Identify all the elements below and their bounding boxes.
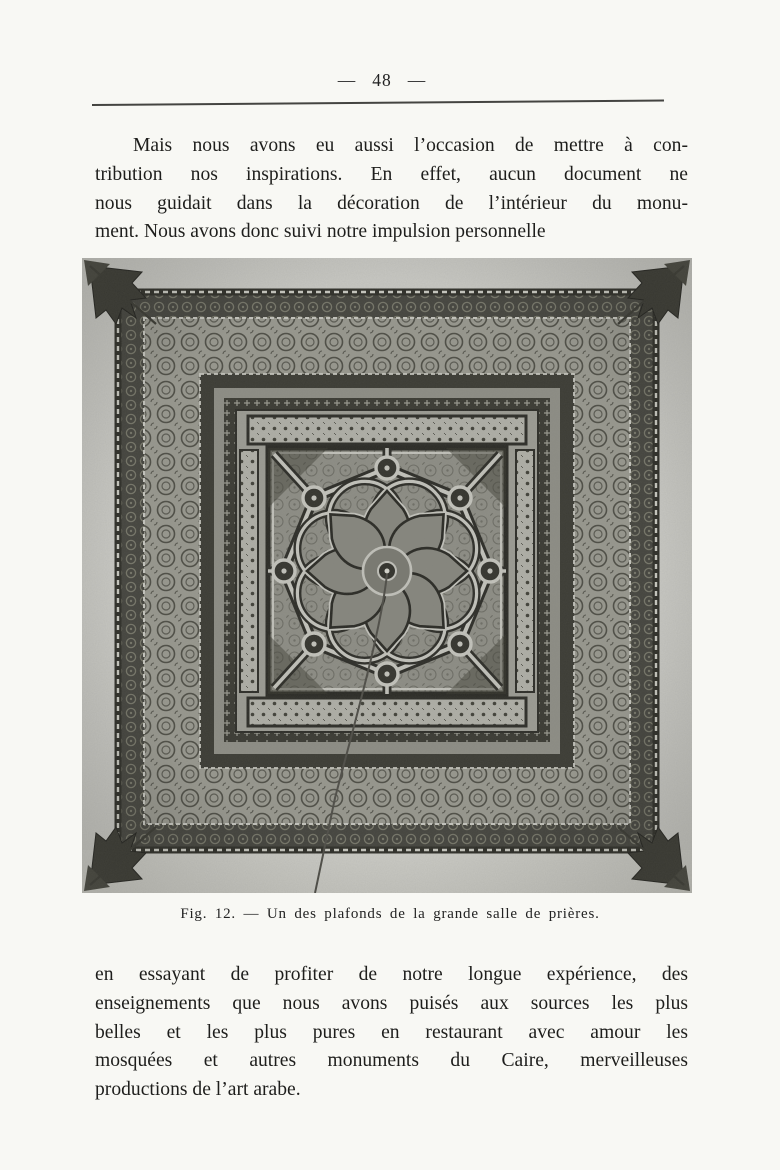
ceiling-photo: [82, 258, 692, 893]
page-header: [0, 70, 764, 91]
paragraph-1: [95, 132, 688, 247]
header-dash-right: —: [407, 70, 427, 90]
figure: [82, 258, 692, 893]
header-rule: [92, 100, 664, 106]
text-line: ment. Nous avons donc suivi notre impulsion personnelle: [95, 221, 546, 243]
text-line: enseignements que nous avons puisés aux sources les plus: [95, 992, 688, 1014]
paragraph-2: [95, 961, 688, 1105]
text-line: belles et les plus pures en restaurant avec amour les: [95, 1021, 688, 1043]
text-line: nous guidait dans la décoration de l’intérieur du monu-: [95, 192, 688, 214]
page-number: 48: [372, 70, 392, 90]
photo-grain: [82, 258, 692, 893]
text-line: mosquées et autres monuments du Caire, merveilleuses: [95, 1050, 688, 1072]
text-line: productions de l’art arabe.: [95, 1079, 301, 1101]
figure-caption: Fig. 12. — Un des plafonds de la grande salle de prières.: [180, 906, 600, 922]
header-dash-left: —: [337, 70, 357, 90]
text-line: Mais nous avons eu aussi l’occasion de mettre à con-: [133, 135, 688, 156]
text-line: en essayant de profiter de notre longue expérience, des: [95, 964, 688, 985]
text-line: tribution nos inspirations. En effet, aucun document ne: [95, 163, 688, 185]
